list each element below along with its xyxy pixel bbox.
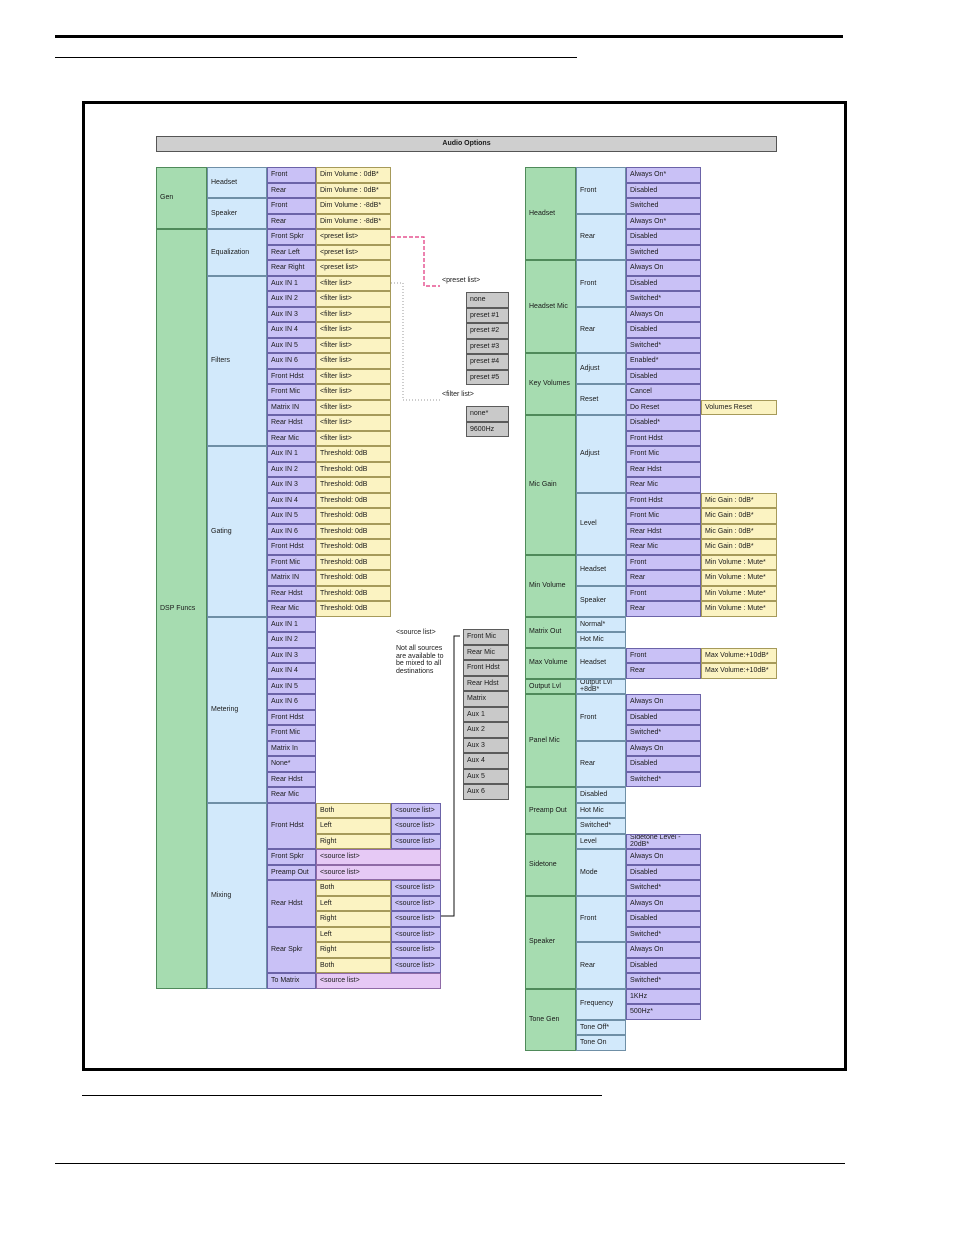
- mix-front-hdst-right-value: <source list>: [391, 834, 441, 850]
- gating-matrix-in-value: Threshold: 0dB: [316, 570, 391, 586]
- section-equalization: Equalization: [207, 229, 267, 276]
- filters-aux-in-4-value: <filter list>: [316, 322, 391, 338]
- min-volume-speaker-front-value: Min Volume : Mute*: [701, 586, 777, 602]
- group-speaker-front: Front: [576, 896, 626, 943]
- leaf-matrix-out-hot-mic: Hot Mic: [576, 632, 626, 648]
- source-option: Rear Hdst: [463, 676, 509, 692]
- filters-rear-mic-value: <filter list>: [316, 431, 391, 447]
- gating-rear-hdst: Rear Hdst: [267, 586, 316, 602]
- equalization-front-spkr-value: <preset list>: [316, 229, 391, 245]
- key-volumes-reset-cancel: Cancel: [626, 384, 701, 400]
- leaf-matrix-out-normal: Normal*: [576, 617, 626, 633]
- gating-front-mic: Front Mic: [267, 555, 316, 571]
- group-headset-mic-front: Front: [576, 260, 626, 307]
- group-sidetone-mode: Mode: [576, 849, 626, 896]
- panel-mic-rear-always-on: Always On: [626, 741, 701, 757]
- min-volume-speaker-rear: Rear: [626, 601, 701, 617]
- group-headset-rear: Rear: [576, 214, 626, 261]
- mic-gain-level-rear-mic-value: Mic Gain : 0dB*: [701, 539, 777, 555]
- root-sidetone: Sidetone: [525, 834, 576, 896]
- group-sidetone-level: Level: [576, 834, 626, 850]
- source-connector: [441, 636, 460, 916]
- group-speaker-rear: Rear: [576, 942, 626, 989]
- filters-aux-in-6: Aux IN 6: [267, 353, 316, 369]
- filters-front-hdst: Front Hdst: [267, 369, 316, 385]
- gating-rear-mic-value: Threshold: 0dB: [316, 601, 391, 617]
- equalization-rear-left-value: <preset list>: [316, 245, 391, 261]
- leaf-preamp-out-hot-mic: Hot Mic: [576, 803, 626, 819]
- filters-front-hdst-value: <filter list>: [316, 369, 391, 385]
- gating-aux-in-1: Aux IN 1: [267, 446, 316, 462]
- mix-target-front-hdst: Front Hdst: [267, 803, 316, 850]
- min-volume-headset-front: Front: [626, 555, 701, 571]
- metering-aux-in-1: Aux IN 1: [267, 617, 316, 633]
- root-dsp-funcs: DSP Funcs: [156, 229, 207, 989]
- group-mic-gain-adjust: Adjust: [576, 415, 626, 493]
- preset-option: none: [466, 292, 509, 308]
- headset-mic-front-switched: Switched*: [626, 291, 701, 307]
- preset-connector: [391, 237, 440, 286]
- gating-front-mic-value: Threshold: 0dB: [316, 555, 391, 571]
- section-speaker: Speaker: [207, 198, 267, 229]
- root-gen: Gen: [156, 167, 207, 229]
- section-filters: Filters: [207, 276, 267, 447]
- speaker-rear-switched: Switched*: [626, 973, 701, 989]
- mic-gain-level-rear-hdst-value: Mic Gain : 0dB*: [701, 524, 777, 540]
- filters-matrix-in-value: <filter list>: [316, 400, 391, 416]
- source-option: Aux 4: [463, 753, 509, 769]
- metering-front-mic: Front Mic: [267, 725, 316, 741]
- preset-option: preset #3: [466, 339, 509, 355]
- mix-rear-spkr-right: Right: [316, 942, 391, 958]
- mix-to-matrix-value: <source list>: [316, 973, 441, 989]
- headset-mic-rear-switched: Switched*: [626, 338, 701, 354]
- root-speaker: Speaker: [525, 896, 576, 989]
- gating-aux-in-4: Aux IN 4: [267, 493, 316, 509]
- filters-front-mic: Front Mic: [267, 384, 316, 400]
- max-volume-headset-rear: Rear: [626, 663, 701, 679]
- section-gating: Gating: [207, 446, 267, 617]
- metering-aux-in-3: Aux IN 3: [267, 648, 316, 664]
- mic-gain-level-front-hdst-value: Mic Gain : 0dB*: [701, 493, 777, 509]
- filter-option: none*: [466, 406, 509, 422]
- root-panel-mic: Panel Mic: [525, 694, 576, 787]
- mix-rear-spkr-both-value: <source list>: [391, 958, 441, 974]
- filter-connector: [391, 283, 440, 400]
- headset-mic-rear-disabled: Disabled: [626, 322, 701, 338]
- mic-gain-adjust-rear-mic: Rear Mic: [626, 477, 701, 493]
- key-volumes-adjust-enabled: Enabled*: [626, 353, 701, 369]
- mixing-front-spkr: Front Spkr: [267, 849, 316, 865]
- preset-option: preset #4: [466, 354, 509, 370]
- equalization-rear-right-value: <preset list>: [316, 260, 391, 276]
- min-volume-speaker-front: Front: [626, 586, 701, 602]
- mixing-to-matrix: To Matrix: [267, 973, 316, 989]
- speaker-front-disabled: Disabled: [626, 911, 701, 927]
- min-volume-headset-front-value: Min Volume : Mute*: [701, 555, 777, 571]
- gating-aux-in-2-value: Threshold: 0dB: [316, 462, 391, 478]
- mix-front-hdst-both-value: <source list>: [391, 803, 441, 819]
- filters-matrix-in: Matrix IN: [267, 400, 316, 416]
- gating-front-hdst: Front Hdst: [267, 539, 316, 555]
- source-option: Front Mic: [463, 629, 509, 645]
- speaker-rear-disabled: Disabled: [626, 958, 701, 974]
- root-tone-gen: Tone Gen: [525, 989, 576, 1051]
- headset-mic-front-always-on: Always On: [626, 260, 701, 276]
- group-mic-gain-level: Level: [576, 493, 626, 555]
- headset-rear-switched: Switched: [626, 245, 701, 261]
- mix-rear-hdst-right-value: <source list>: [391, 911, 441, 927]
- headset-mic-rear-always-on: Always On: [626, 307, 701, 323]
- gating-aux-in-2: Aux IN 2: [267, 462, 316, 478]
- metering-matrix-in: Matrix In: [267, 741, 316, 757]
- speaker-front-value: Dim Volume : -8dB*: [316, 198, 391, 214]
- group-min-volume-headset: Headset: [576, 555, 626, 586]
- key-volumes-reset-do-reset-value: Volumes Reset: [701, 400, 777, 416]
- group-key-volumes-adjust: Adjust: [576, 353, 626, 384]
- sidetone-mode-switched: Switched*: [626, 880, 701, 896]
- source-option: Matrix: [463, 691, 509, 707]
- root-key-volumes: Key Volumes: [525, 353, 576, 415]
- leaf-output-lvl-output-lvl-8db: Output Lvl +8dB*: [576, 679, 626, 695]
- max-volume-headset-front: Front: [626, 648, 701, 664]
- mix-front-hdst-left: Left: [316, 818, 391, 834]
- root-min-volume: Min Volume: [525, 555, 576, 617]
- sidetone-level-sidetone-level-20db: Sidetone Level - 20dB*: [626, 834, 701, 850]
- max-volume-headset-rear-value: Max Volume:+10dB*: [701, 663, 777, 679]
- filters-front-mic-value: <filter list>: [316, 384, 391, 400]
- headset-rear: Rear: [267, 183, 316, 199]
- speaker-rear-value: Dim Volume : -8dB*: [316, 214, 391, 230]
- mic-gain-level-front-mic: Front Mic: [626, 508, 701, 524]
- mic-gain-level-rear-hdst: Rear Hdst: [626, 524, 701, 540]
- mic-gain-adjust-front-hdst: Front Hdst: [626, 431, 701, 447]
- sidetone-mode-disabled: Disabled: [626, 865, 701, 881]
- group-panel-mic-rear: Rear: [576, 741, 626, 788]
- source-option: Aux 5: [463, 769, 509, 785]
- mix-rear-spkr-left: Left: [316, 927, 391, 943]
- filters-aux-in-3-value: <filter list>: [316, 307, 391, 323]
- section-mixing: Mixing: [207, 803, 267, 989]
- root-headset-mic: Headset Mic: [525, 260, 576, 353]
- headset-rear-disabled: Disabled: [626, 229, 701, 245]
- source-option: Aux 6: [463, 784, 509, 800]
- gating-aux-in-6: Aux IN 6: [267, 524, 316, 540]
- group-tone-gen-frequency: Frequency: [576, 989, 626, 1020]
- root-mic-gain: Mic Gain: [525, 415, 576, 555]
- speaker-front: Front: [267, 198, 316, 214]
- headset-front-value: Dim Volume : 0dB*: [316, 167, 391, 183]
- mix-target-rear-hdst: Rear Hdst: [267, 880, 316, 927]
- filters-rear-hdst-value: <filter list>: [316, 415, 391, 431]
- root-matrix-out: Matrix Out: [525, 617, 576, 648]
- min-volume-headset-rear: Rear: [626, 570, 701, 586]
- group-panel-mic-front: Front: [576, 694, 626, 741]
- mix-front-hdst-both: Both: [316, 803, 391, 819]
- mix-rear-spkr-left-value: <source list>: [391, 927, 441, 943]
- key-volumes-reset-do-reset: Do Reset: [626, 400, 701, 416]
- mix-rear-hdst-both-value: <source list>: [391, 880, 441, 896]
- filters-aux-in-1: Aux IN 1: [267, 276, 316, 292]
- metering-rear-mic: Rear Mic: [267, 787, 316, 803]
- filters-aux-in-2-value: <filter list>: [316, 291, 391, 307]
- gating-aux-in-6-value: Threshold: 0dB: [316, 524, 391, 540]
- equalization-rear-right: Rear Right: [267, 260, 316, 276]
- leaf-tone-gen-tone-on: Tone On: [576, 1035, 626, 1051]
- diagram-title: Audio Options: [156, 136, 777, 152]
- source-option: Aux 1: [463, 707, 509, 723]
- section-metering: Metering: [207, 617, 267, 803]
- headset-front-switched: Switched: [626, 198, 701, 214]
- source-list-note: Not all sources are available to be mixed to all destinations: [396, 645, 444, 676]
- root-output-lvl: Output Lvl: [525, 679, 576, 695]
- mix-rear-spkr-right-value: <source list>: [391, 942, 441, 958]
- metering-aux-in-4: Aux IN 4: [267, 663, 316, 679]
- root-headset: Headset: [525, 167, 576, 260]
- metering-aux-in-2: Aux IN 2: [267, 632, 316, 648]
- speaker-front-always-on: Always On: [626, 896, 701, 912]
- gating-aux-in-5: Aux IN 5: [267, 508, 316, 524]
- metering-rear-hdst: Rear Hdst: [267, 772, 316, 788]
- source-option: Rear Mic: [463, 645, 509, 661]
- metering-aux-in-6: Aux IN 6: [267, 694, 316, 710]
- panel-mic-rear-disabled: Disabled: [626, 756, 701, 772]
- headset-rear-value: Dim Volume : 0dB*: [316, 183, 391, 199]
- root-max-volume: Max Volume: [525, 648, 576, 679]
- gating-rear-mic: Rear Mic: [267, 601, 316, 617]
- leaf-preamp-out-disabled: Disabled: [576, 787, 626, 803]
- mic-gain-level-front-mic-value: Mic Gain : 0dB*: [701, 508, 777, 524]
- mix-rear-hdst-both: Both: [316, 880, 391, 896]
- mix-target-rear-spkr: Rear Spkr: [267, 927, 316, 974]
- key-volumes-adjust-disabled: Disabled: [626, 369, 701, 385]
- filter-list-caption: <filter list>: [442, 391, 474, 398]
- mixing-preamp-out: Preamp Out: [267, 865, 316, 881]
- filters-rear-hdst: Rear Hdst: [267, 415, 316, 431]
- speaker-rear-always-on: Always On: [626, 942, 701, 958]
- mic-gain-adjust-disabled: Disabled*: [626, 415, 701, 431]
- min-volume-headset-rear-value: Min Volume : Mute*: [701, 570, 777, 586]
- filters-rear-mic: Rear Mic: [267, 431, 316, 447]
- root-preamp-out: Preamp Out: [525, 787, 576, 834]
- gating-matrix-in: Matrix IN: [267, 570, 316, 586]
- leaf-preamp-out-switched: Switched*: [576, 818, 626, 834]
- filters-aux-in-2: Aux IN 2: [267, 291, 316, 307]
- gating-aux-in-5-value: Threshold: 0dB: [316, 508, 391, 524]
- gating-aux-in-1-value: Threshold: 0dB: [316, 446, 391, 462]
- headset-mic-front-disabled: Disabled: [626, 276, 701, 292]
- min-volume-speaker-rear-value: Min Volume : Mute*: [701, 601, 777, 617]
- leaf-tone-gen-tone-off: Tone Off*: [576, 1020, 626, 1036]
- gating-rear-hdst-value: Threshold: 0dB: [316, 586, 391, 602]
- headset-rear-always-on: Always On*: [626, 214, 701, 230]
- panel-mic-front-disabled: Disabled: [626, 710, 701, 726]
- group-headset-front: Front: [576, 167, 626, 214]
- preset-list-caption: <preset list>: [442, 277, 481, 284]
- mix-rear-hdst-left: Left: [316, 896, 391, 912]
- gating-front-hdst-value: Threshold: 0dB: [316, 539, 391, 555]
- tone-gen-frequency-500hz: 500Hz*: [626, 1004, 701, 1020]
- filter-option: 9600Hz: [466, 422, 509, 438]
- filters-aux-in-5-value: <filter list>: [316, 338, 391, 354]
- mic-gain-level-rear-mic: Rear Mic: [626, 539, 701, 555]
- mix-front-spkr-value: <source list>: [316, 849, 441, 865]
- group-headset-mic-rear: Rear: [576, 307, 626, 354]
- source-option: Front Hdst: [463, 660, 509, 676]
- speaker-rear: Rear: [267, 214, 316, 230]
- mix-preamp-out-value: <source list>: [316, 865, 441, 881]
- sidetone-mode-always-on: Always On: [626, 849, 701, 865]
- group-key-volumes-reset: Reset: [576, 384, 626, 415]
- group-min-volume-speaker: Speaker: [576, 586, 626, 617]
- filters-aux-in-3: Aux IN 3: [267, 307, 316, 323]
- max-volume-headset-front-value: Max Volume:+10dB*: [701, 648, 777, 664]
- mic-gain-adjust-rear-hdst: Rear Hdst: [626, 462, 701, 478]
- mix-rear-hdst-right: Right: [316, 911, 391, 927]
- mix-rear-spkr-both: Both: [316, 958, 391, 974]
- speaker-front-switched: Switched*: [626, 927, 701, 943]
- metering-none: None*: [267, 756, 316, 772]
- preset-option: preset #5: [466, 370, 509, 386]
- tone-gen-frequency-1khz: 1KHz: [626, 989, 701, 1005]
- mix-front-hdst-right: Right: [316, 834, 391, 850]
- source-list-caption: <source list>: [396, 629, 436, 636]
- gating-aux-in-4-value: Threshold: 0dB: [316, 493, 391, 509]
- equalization-rear-left: Rear Left: [267, 245, 316, 261]
- source-option: Aux 2: [463, 722, 509, 738]
- metering-aux-in-5: Aux IN 5: [267, 679, 316, 695]
- metering-front-hdst: Front Hdst: [267, 710, 316, 726]
- preset-option: preset #1: [466, 308, 509, 324]
- mic-gain-level-front-hdst: Front Hdst: [626, 493, 701, 509]
- mix-front-hdst-left-value: <source list>: [391, 818, 441, 834]
- panel-mic-rear-switched: Switched*: [626, 772, 701, 788]
- section-headset: Headset: [207, 167, 267, 198]
- source-option: Aux 3: [463, 738, 509, 754]
- preset-option: preset #2: [466, 323, 509, 339]
- gating-aux-in-3: Aux IN 3: [267, 477, 316, 493]
- headset-front: Front: [267, 167, 316, 183]
- group-max-volume-headset: Headset: [576, 648, 626, 679]
- gating-aux-in-3-value: Threshold: 0dB: [316, 477, 391, 493]
- headset-front-disabled: Disabled: [626, 183, 701, 199]
- mic-gain-adjust-front-mic: Front Mic: [626, 446, 701, 462]
- filters-aux-in-6-value: <filter list>: [316, 353, 391, 369]
- headset-front-always-on: Always On*: [626, 167, 701, 183]
- filters-aux-in-5: Aux IN 5: [267, 338, 316, 354]
- filters-aux-in-4: Aux IN 4: [267, 322, 316, 338]
- panel-mic-front-always-on: Always On: [626, 694, 701, 710]
- equalization-front-spkr: Front Spkr: [267, 229, 316, 245]
- panel-mic-front-switched: Switched*: [626, 725, 701, 741]
- mix-rear-hdst-left-value: <source list>: [391, 896, 441, 912]
- filters-aux-in-1-value: <filter list>: [316, 276, 391, 292]
